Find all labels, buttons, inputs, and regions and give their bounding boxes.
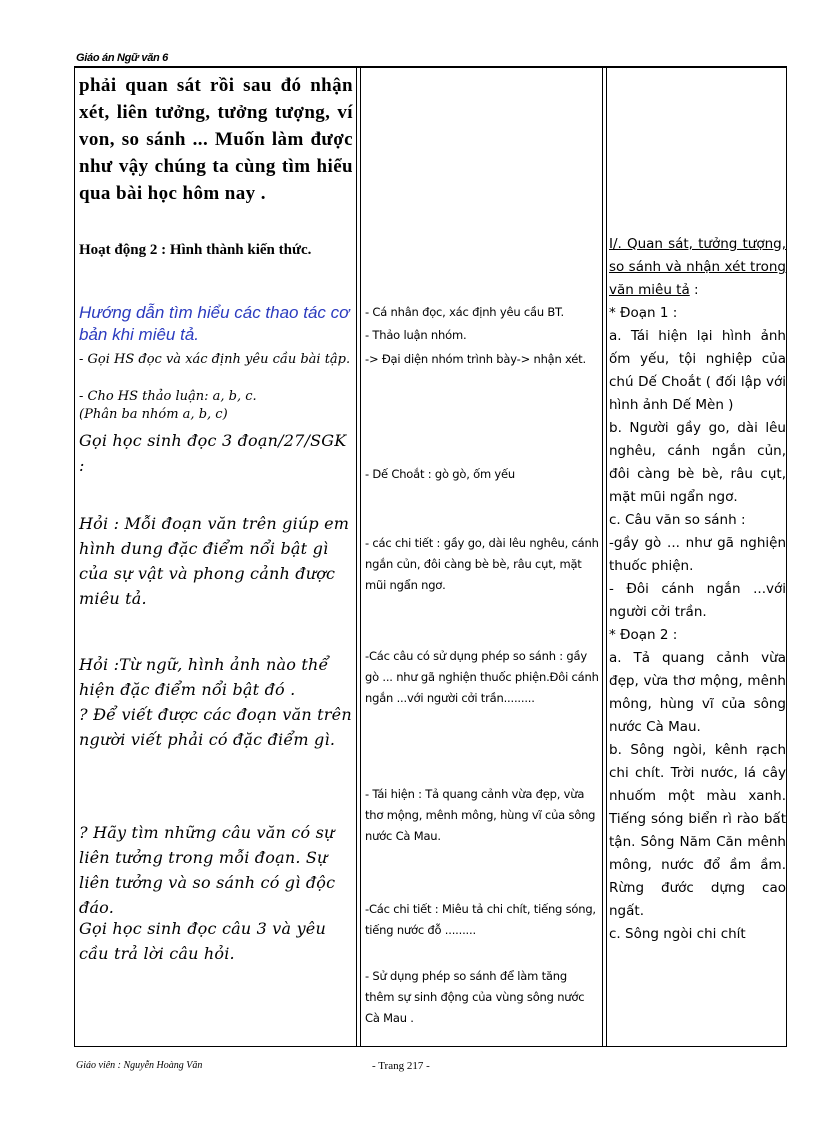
lesson-table <box>74 67 787 1047</box>
guide-heading: Hướng dẫn tìm hiểu các thao tác cơ bản khi miêu tả. <box>79 303 350 344</box>
student-answer: -Các chi tiết : Miêu tả chi chít, tiếng sóng, tiếng nước đỗ ......... <box>365 902 596 937</box>
page-header: Giáo án Ngữ văn 6 <box>76 52 168 64</box>
question: Hỏi : Mỗi đoạn văn trên giúp em hình dung đặc điểm nổi bật gì của sự vật và phong cảnh được miêu tả. <box>79 514 350 608</box>
content-line: b. Người gầy go, dài lêu nghêu, cánh ngắn củn, đôi càng bè bè, râu cụt, mặt mũi ngẩn ngơ. <box>609 420 786 505</box>
student-answer: -Các câu có sử dụng phép so sánh : gầy gò ... như gã nghiện thuốc phiện.Đôi cánh ngắn ...với người cởi trần......... <box>365 649 599 705</box>
student-answer: - Dế Choắt : gò gò, ốm yếu <box>365 467 515 481</box>
column-divider <box>360 68 361 1046</box>
section-title-text: I/. Quan sát, tưởng tượng, so sánh và nhận xét trong văn miêu tả <box>609 236 786 298</box>
question: ? Để viết được các đoạn văn trên người viết phải có đặc điểm gì. <box>79 705 352 749</box>
content-line: a. Tái hiện lại hình ảnh ốm yếu, tội nghiệp của chú Dế Choắt ( đối lập với hình ảnh Dế Mèn ) <box>609 328 786 413</box>
student-answer: - Tái hiện : Tả quang cảnh vừa đẹp, vừa thơ mộng, mênh mông, hùng vĩ của sông nước Cà Mau. <box>365 787 596 843</box>
activity-heading: Hoạt động 2 : Hình thành kiến thức. <box>79 242 312 258</box>
lesson-content <box>609 233 786 946</box>
student-answer: -> Đại diện nhóm trình bày-> nhận xét. <box>365 352 586 366</box>
column-divider <box>606 68 607 1046</box>
student-answer: - các chi tiết : gầy go, dài lêu nghêu, cánh ngắn củn, đôi càng bè bè, râu cụt, mặt mũi ngẩn ngơ. <box>365 536 599 592</box>
content-line: -gầy gò ... như gã nghiện thuốc phiện. <box>609 535 786 574</box>
content-line: * Đoạn 2 : <box>609 627 678 643</box>
question: Gọi học sinh đọc câu 3 và yêu cầu trả lời câu hỏi. <box>79 919 326 963</box>
content-line: c. Câu văn so sánh : <box>609 512 746 528</box>
teacher-activity-column <box>75 68 358 1046</box>
footer-teacher: Giáo viên : Nguyễn Hoàng Văn <box>76 1060 203 1071</box>
step-item: - Gọi HS đọc và xác định yêu cầu bài tập. <box>79 352 351 367</box>
question: Gọi học sinh đọc 3 đoạn/27/SGK : <box>79 431 347 475</box>
section-title: I/. Quan sát, tưởng tượng, so sánh và nhận xét trong văn miêu tả : <box>609 236 786 298</box>
step-item: (Phân ba nhóm a, b, c) <box>79 407 228 422</box>
step-item: - Cho HS thảo luận: a, b, c. <box>79 389 257 404</box>
student-answer: - Cá nhân đọc, xác định yêu cầu BT. <box>365 305 564 319</box>
student-answer: - Thảo luận nhóm. <box>365 328 467 342</box>
content-line: b. Sông ngòi, kênh rạch chi chít. Trời nước, lá cây nhuốm một màu xanh. Tiếng sóng biển rì rào bất tận. Sông Năm Căn mênh mông, nước đổ ầm ầm. Rừng đước dựng cao ngất. <box>609 742 786 919</box>
question: Hỏi :Từ ngữ, hình ảnh nào thể hiện đặc điểm nổi bật đó . <box>79 655 329 699</box>
content-line: * Đoạn 1 : <box>609 305 678 321</box>
question: ? Hãy tìm những câu văn có sự liên tưởng trong mỗi đoạn. Sự liên tưởng và so sánh có gì độc đáo. <box>79 823 336 917</box>
page-number: - Trang 217 - <box>372 1060 430 1072</box>
content-line: a. Tả quang cảnh vừa đẹp, vừa thơ mộng, mênh mông, hùng vĩ của sông nước Cà Mau. <box>609 650 786 735</box>
content-line: c. Sông ngòi chi chít <box>609 926 746 942</box>
content-line: - Đôi cánh ngắn ...với người cởi trần. <box>609 581 786 620</box>
column-divider <box>602 68 603 1046</box>
student-answer: - Sử dụng phép so sánh để làm tăng thêm sự sinh động của vùng sông nước Cà Mau . <box>365 969 585 1025</box>
intro-paragraph: phải quan sát rồi sau đó nhận xét, liên tưởng, tưởng tượng, ví von, so sánh ... Muốn làm được như vậy chúng ta cùng tìm hiểu qua bài học hôm nay . <box>79 75 353 204</box>
